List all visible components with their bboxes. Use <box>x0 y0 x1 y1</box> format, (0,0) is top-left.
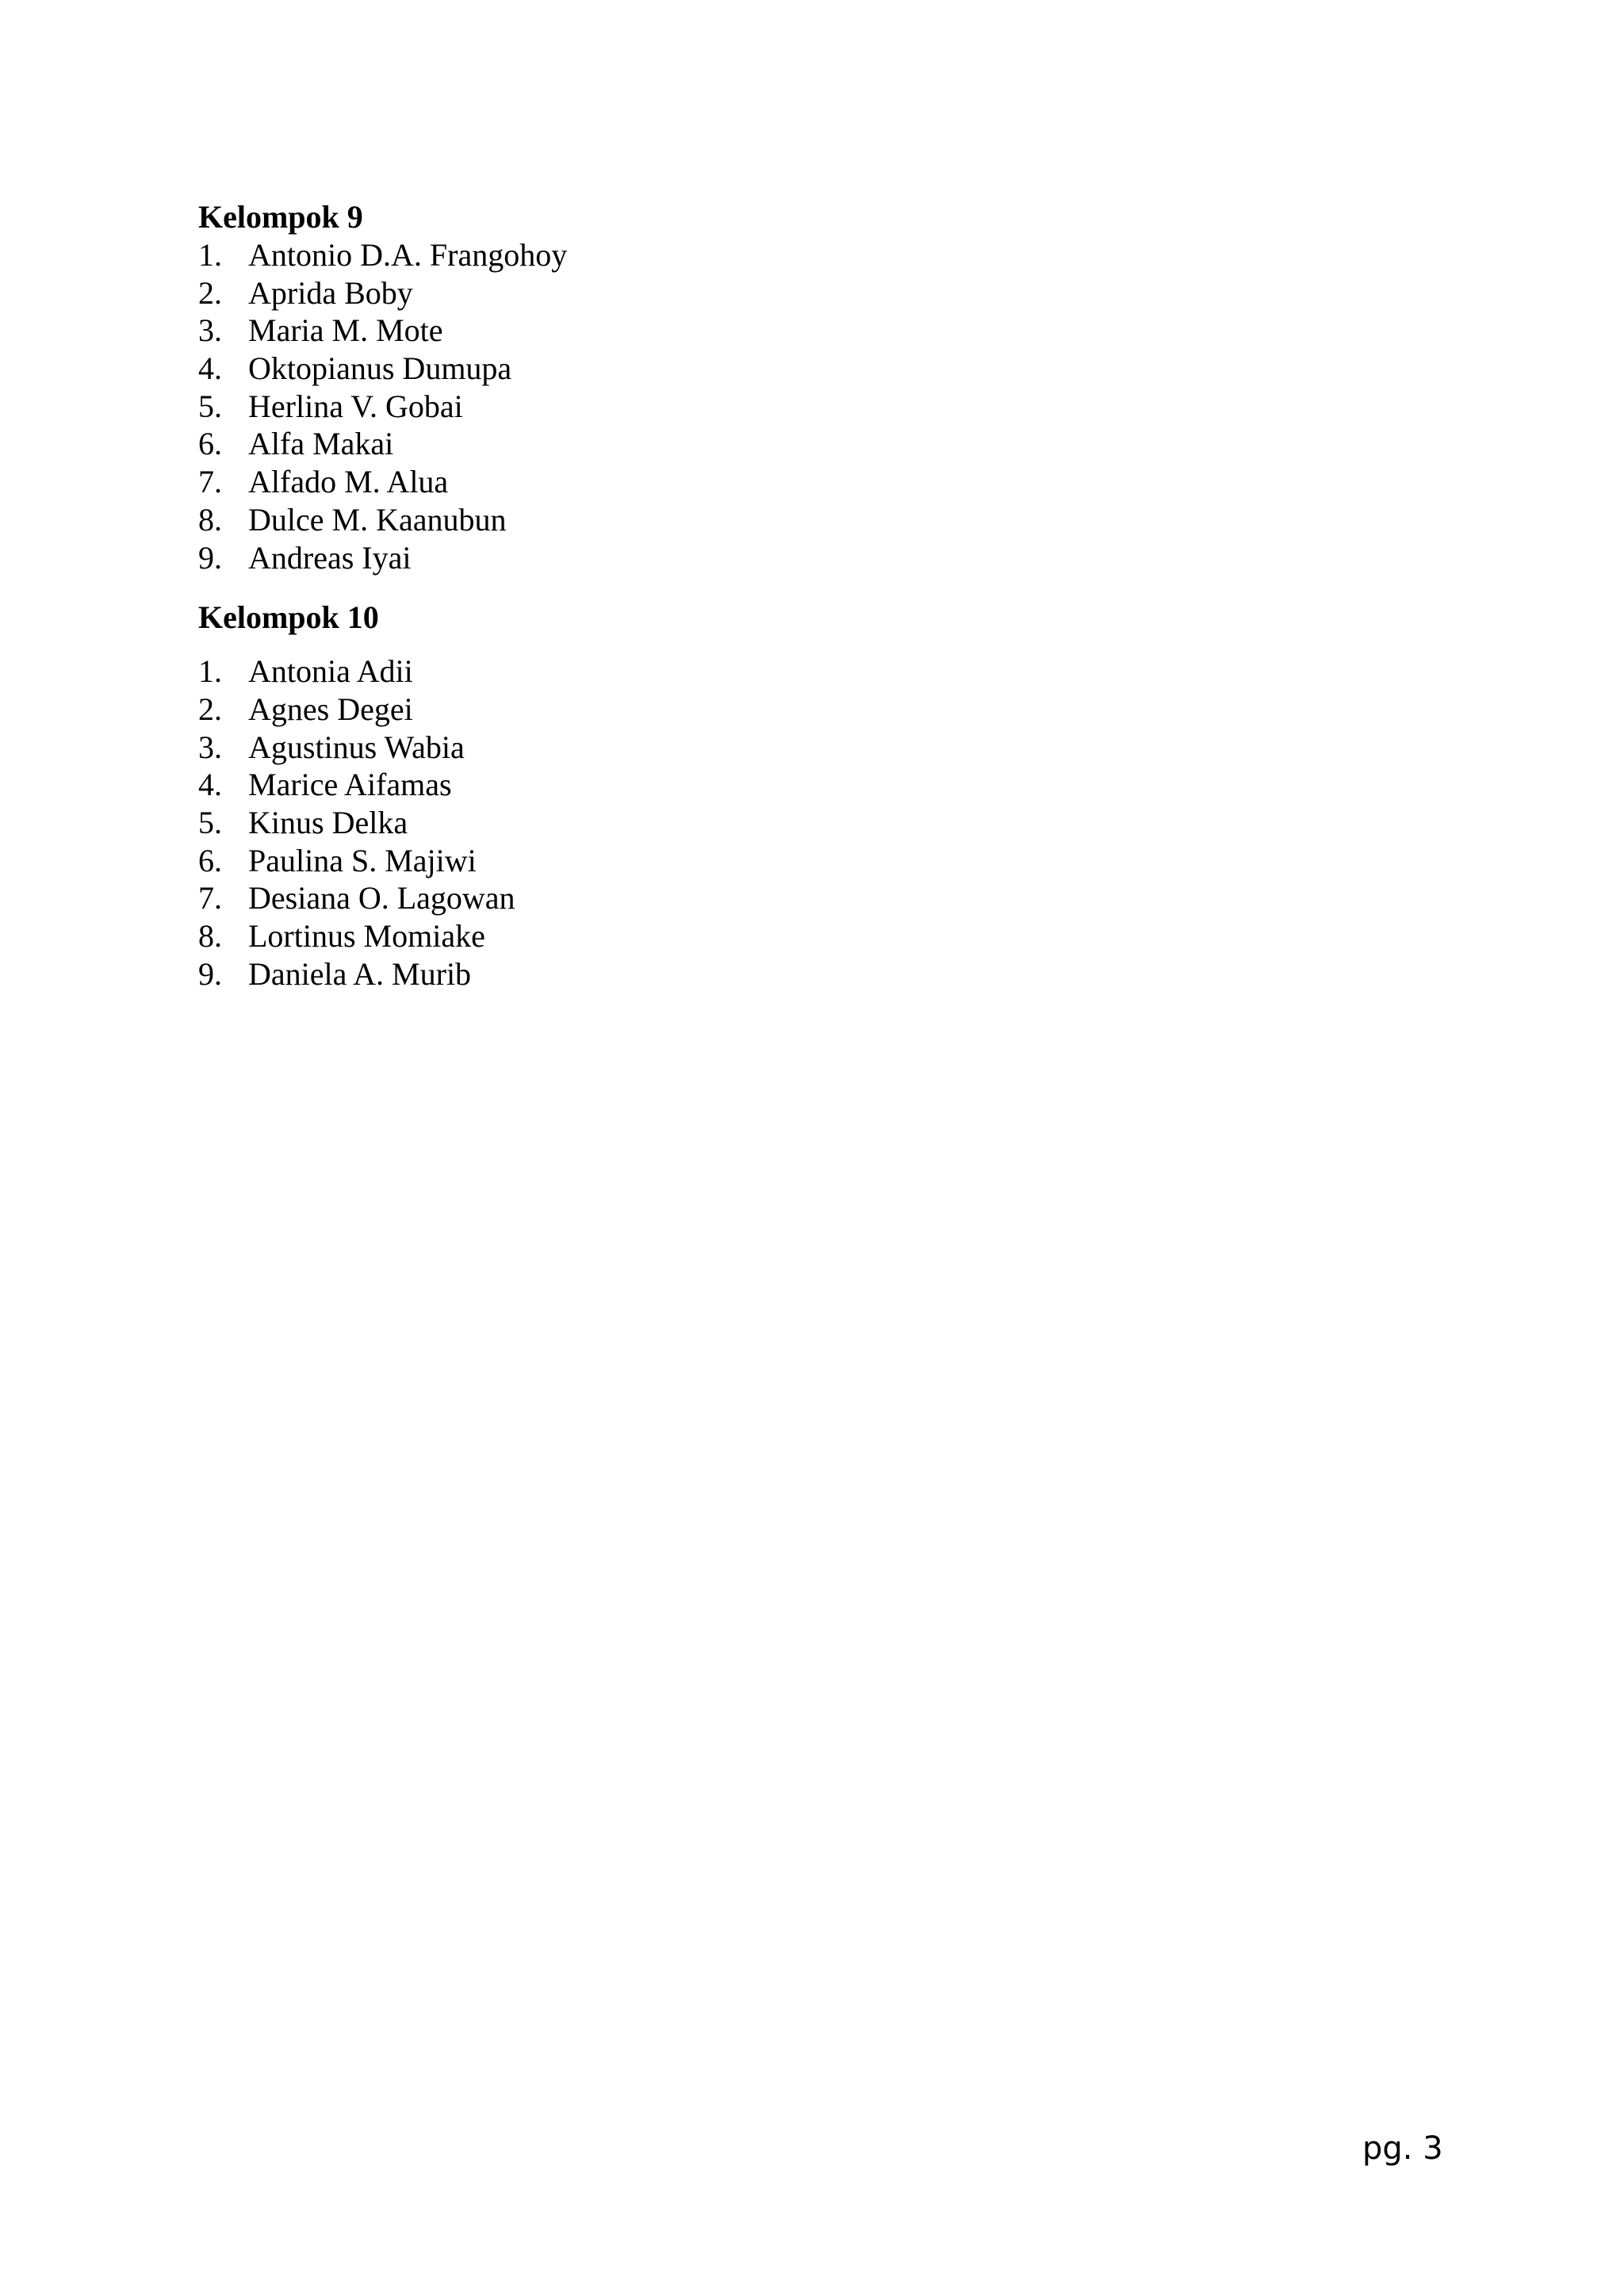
list-number: 6. <box>198 426 222 462</box>
list-number: 5. <box>198 804 222 840</box>
list-number: 1. <box>198 237 222 273</box>
member-name: Agnes Degei <box>248 691 413 727</box>
list-item <box>198 652 1467 691</box>
list-number: 4. <box>198 767 222 803</box>
member-name: Marice Aifamas <box>248 767 452 803</box>
member-name: Aprida Boby <box>248 274 413 311</box>
list-item <box>198 766 1467 804</box>
list-item <box>198 388 1467 426</box>
list-number: 8. <box>198 501 222 538</box>
list-item <box>198 539 1467 577</box>
member-name: Andreas Iyai <box>248 539 412 576</box>
list-number: 4. <box>198 350 222 387</box>
member-name: Maria M. Mote <box>248 312 443 349</box>
member-name: Dulce M. Kaanubun <box>248 501 507 538</box>
list-number: 9. <box>198 539 222 576</box>
list-number: 3. <box>198 729 222 765</box>
member-name: Herlina V. Gobai <box>248 388 463 424</box>
list-item <box>198 463 1467 501</box>
member-name: Lortinus Momiake <box>248 918 485 954</box>
member-name: Kinus Delka <box>248 804 408 840</box>
list-item <box>198 501 1467 539</box>
member-name: Agustinus Wabia <box>248 729 465 765</box>
member-name: Daniela A. Murib <box>248 955 472 992</box>
group-section-kelompok-9 <box>198 198 1467 576</box>
list-item <box>198 917 1467 955</box>
list-item <box>198 312 1467 350</box>
member-name: Oktopianus Dumupa <box>248 350 512 387</box>
list-item <box>198 842 1467 880</box>
member-name: Alfado M. Alua <box>248 464 449 500</box>
page-number: pg. 3 <box>1362 2130 1443 2167</box>
member-list <box>198 652 1467 993</box>
member-name: Antonia Adii <box>248 653 413 690</box>
list-number: 3. <box>198 312 222 349</box>
list-item <box>198 691 1467 729</box>
member-name: Desiana O. Lagowan <box>248 880 515 916</box>
list-number: 9. <box>198 955 222 992</box>
list-number: 1. <box>198 653 222 690</box>
group-heading: Kelompok 9 <box>198 199 363 235</box>
list-number: 6. <box>198 842 222 878</box>
list-item <box>198 804 1467 842</box>
list-item <box>198 236 1467 274</box>
list-item <box>198 729 1467 767</box>
list-number: 2. <box>198 274 222 311</box>
list-number: 7. <box>198 880 222 916</box>
group-heading: Kelompok 10 <box>198 599 379 636</box>
list-item <box>198 350 1467 388</box>
member-name: Antonio D.A. Frangohoy <box>248 237 568 273</box>
list-number: 8. <box>198 918 222 954</box>
list-item <box>198 879 1467 917</box>
member-name: Alfa Makai <box>248 426 394 462</box>
list-item <box>198 274 1467 312</box>
list-item <box>198 955 1467 993</box>
document-content <box>198 198 1467 993</box>
list-number: 7. <box>198 464 222 500</box>
member-name: Paulina S. Majiwi <box>248 842 477 878</box>
list-number: 5. <box>198 388 222 424</box>
member-list <box>198 236 1467 576</box>
group-section-kelompok-10 <box>198 599 1467 993</box>
list-item <box>198 425 1467 463</box>
list-number: 2. <box>198 691 222 727</box>
